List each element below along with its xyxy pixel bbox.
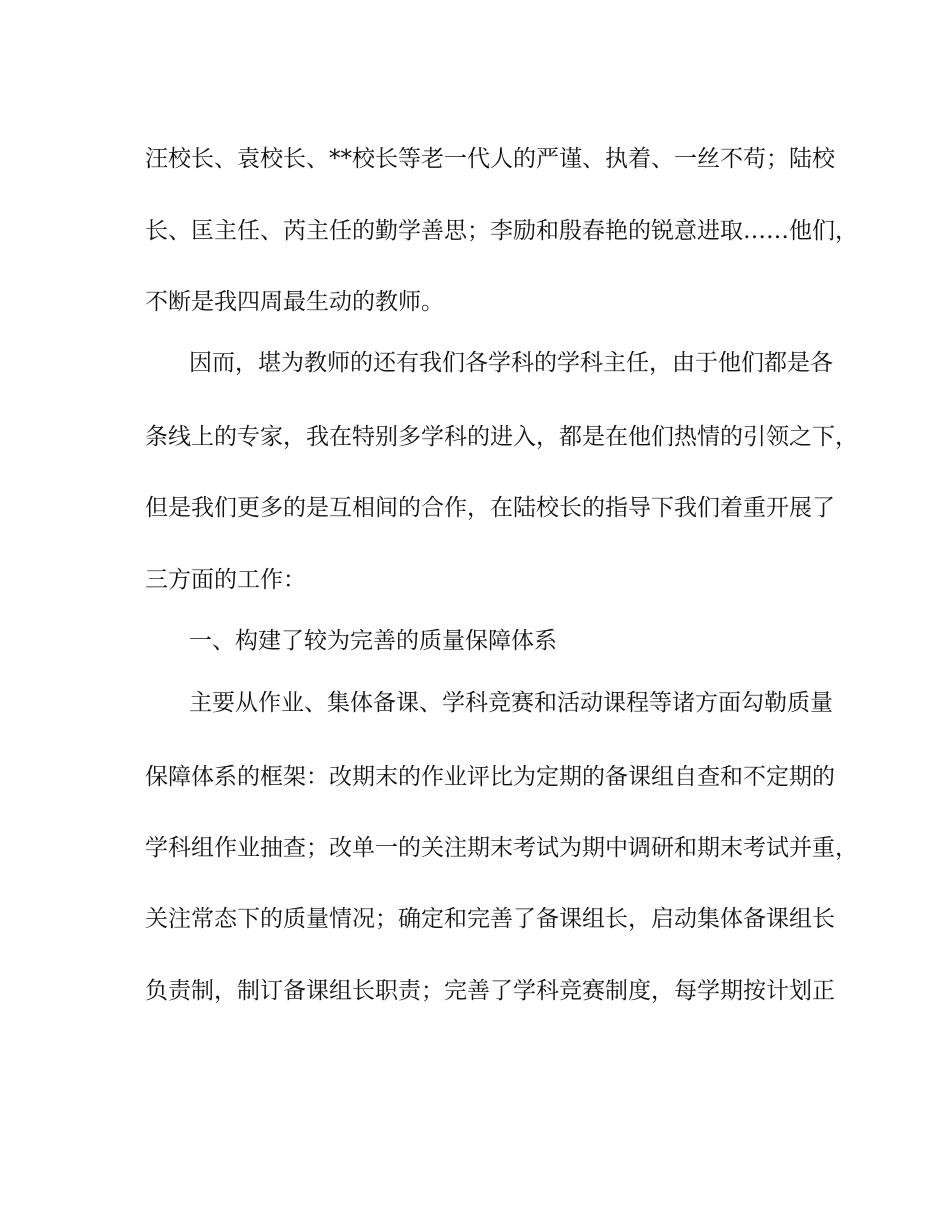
body-text-line: 汪校长、袁校长、**校长等老一代人的严谨、执着、一丝不苟；陆校 <box>145 146 835 172</box>
body-text-line: 条线上的专家，我在特别多学科的进入，都是在他们热情的引领之下， <box>145 424 858 450</box>
body-text-line: 不断是我四周最生动的教师。 <box>145 289 444 315</box>
body-text-line: 保障体系的框架：改期末的作业评比为定期的备课组自查和不定期的 <box>145 764 835 790</box>
body-text-line: 关注常态下的质量情况；确定和完善了备课组长，启动集体备课组长 <box>145 906 835 932</box>
body-text-line: 三方面的工作： <box>145 567 306 593</box>
body-text-line: 但是我们更多的是互相间的合作，在陆校长的指导下我们着重开展了 <box>145 495 835 521</box>
body-text-line: 长、匡主任、芮主任的勤学善思；李励和殷春艳的锐意进取……他们， <box>145 218 858 244</box>
paragraph-first-line: 主要从作业、集体备课、学科竞赛和活动课程等诸方面勾勒质量 <box>189 690 833 716</box>
body-text-line: 负责制，制订备课组长职责；完善了学科竞赛制度，每学期按计划正 <box>145 978 835 1004</box>
paragraph-first-line: 因而，堪为教师的还有我们各学科的学科主任，由于他们都是各 <box>189 350 833 376</box>
section-heading: 一、构建了较为完善的质量保障体系 <box>189 628 557 654</box>
body-text-line: 学科组作业抽查；改单一的关注期末考试为期中调研和期末考试并重， <box>145 835 858 861</box>
